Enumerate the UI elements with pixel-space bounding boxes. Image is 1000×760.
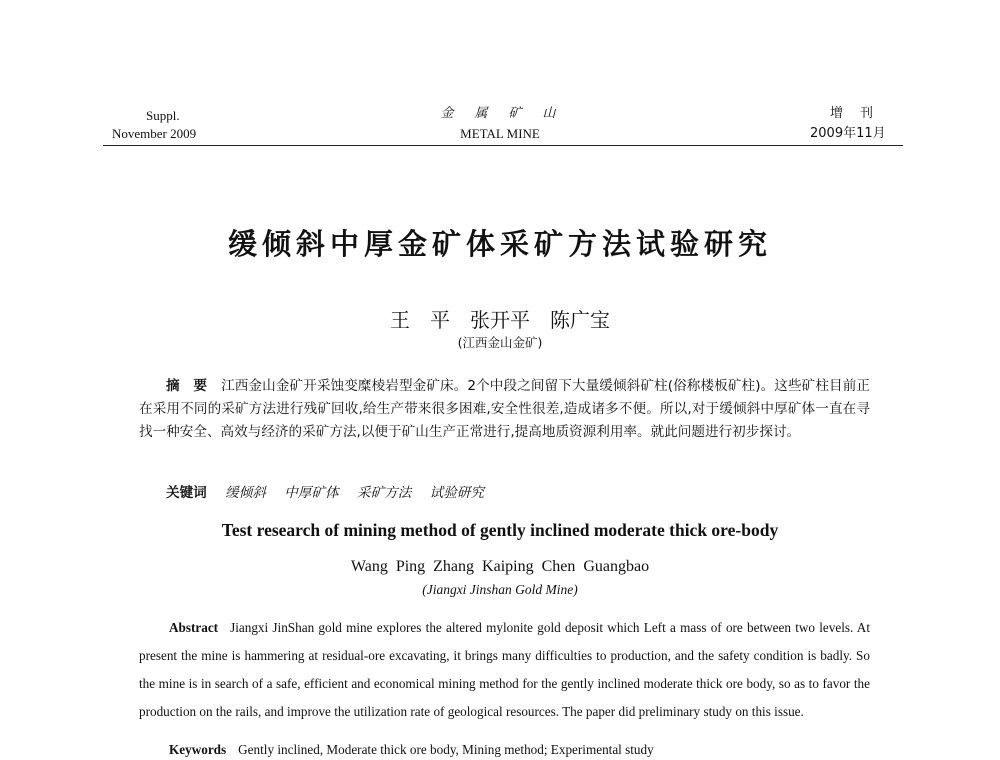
- affiliation-cn: (江西金山金矿): [457, 335, 543, 350]
- abstract-cn-text: 江西金山金矿开采蚀变糜棱岩型金矿床。2个中段之间留下大量缓倾斜矿柱(俗称楼板矿柱)。这些矿柱目前正在采用不同的采矿方法进行残矿回收,给生产带来很多困难,安全性很差,造成诸多不便。所以,对于缓倾斜中厚矿体一直在寻找一种安全、高效与经济的采矿方法,以便于矿山生产正常进行,提高地质资源利用率。就此问题进行初步探讨。: [139, 378, 870, 440]
- supplement-label-cn: 增 刊: [830, 106, 876, 121]
- abstract-en: [139, 614, 870, 726]
- abstract-cn-label: 摘 要: [166, 378, 208, 394]
- journal-name-en: METAL MINE: [460, 126, 540, 141]
- journal-supplement-label: Suppl.: [146, 108, 180, 123]
- affiliation-en: (Jiangxi Jinshan Gold Mine): [422, 582, 578, 597]
- keywords-cn: [166, 481, 498, 501]
- paper-title-en: Test research of mining method of gently inclined moderate thick ore-body: [221, 520, 779, 540]
- keyword-cn-3: 采矿方法: [356, 485, 412, 501]
- abstract-cn: [139, 375, 870, 444]
- issue-date-cn: 2009年11月: [810, 126, 886, 141]
- issue-date-en: November 2009: [112, 126, 197, 141]
- abstract-en-text: Jiangxi JinShan gold mine explores the altered mylonite gold deposit which Left a mass of ore between two levels. At present the mine is hammering at residual-ore excavating, it brings many difficulties to production, and the safety condition is badly. So the mine is in search of a safe, efficient and economical mining method for the gently inclined moderate thick ore body, so as to favor the production on the rails, and improve the utilization rate of geological resources. The paper did preliminary study on this issue.: [139, 620, 870, 719]
- paper-title-cn: 缓倾斜中厚金矿体采矿方法试验研究: [227, 227, 772, 261]
- authors-cn: 王 平 张开平 陈广宝: [390, 308, 610, 332]
- keywords-en-label: Keywords: [169, 742, 227, 757]
- keywords-cn-label: 关键词: [166, 485, 207, 501]
- abstract-en-label: Abstract: [169, 620, 219, 635]
- authors-en: Wang Ping Zhang Kaiping Chen Guangbao: [350, 558, 650, 575]
- keyword-cn-2: 中厚矿体: [284, 485, 339, 501]
- keyword-cn-1: 缓倾斜: [225, 485, 266, 501]
- keyword-cn-4: 试验研究: [429, 485, 484, 501]
- journal-name-cn: 金 属 矿 山: [440, 106, 560, 121]
- keywords-en-text: Gently inclined, Moderate thick ore body, Mining method; Experimental study: [238, 742, 654, 757]
- keywords-en: [169, 742, 654, 758]
- header-rule: [103, 145, 903, 146]
